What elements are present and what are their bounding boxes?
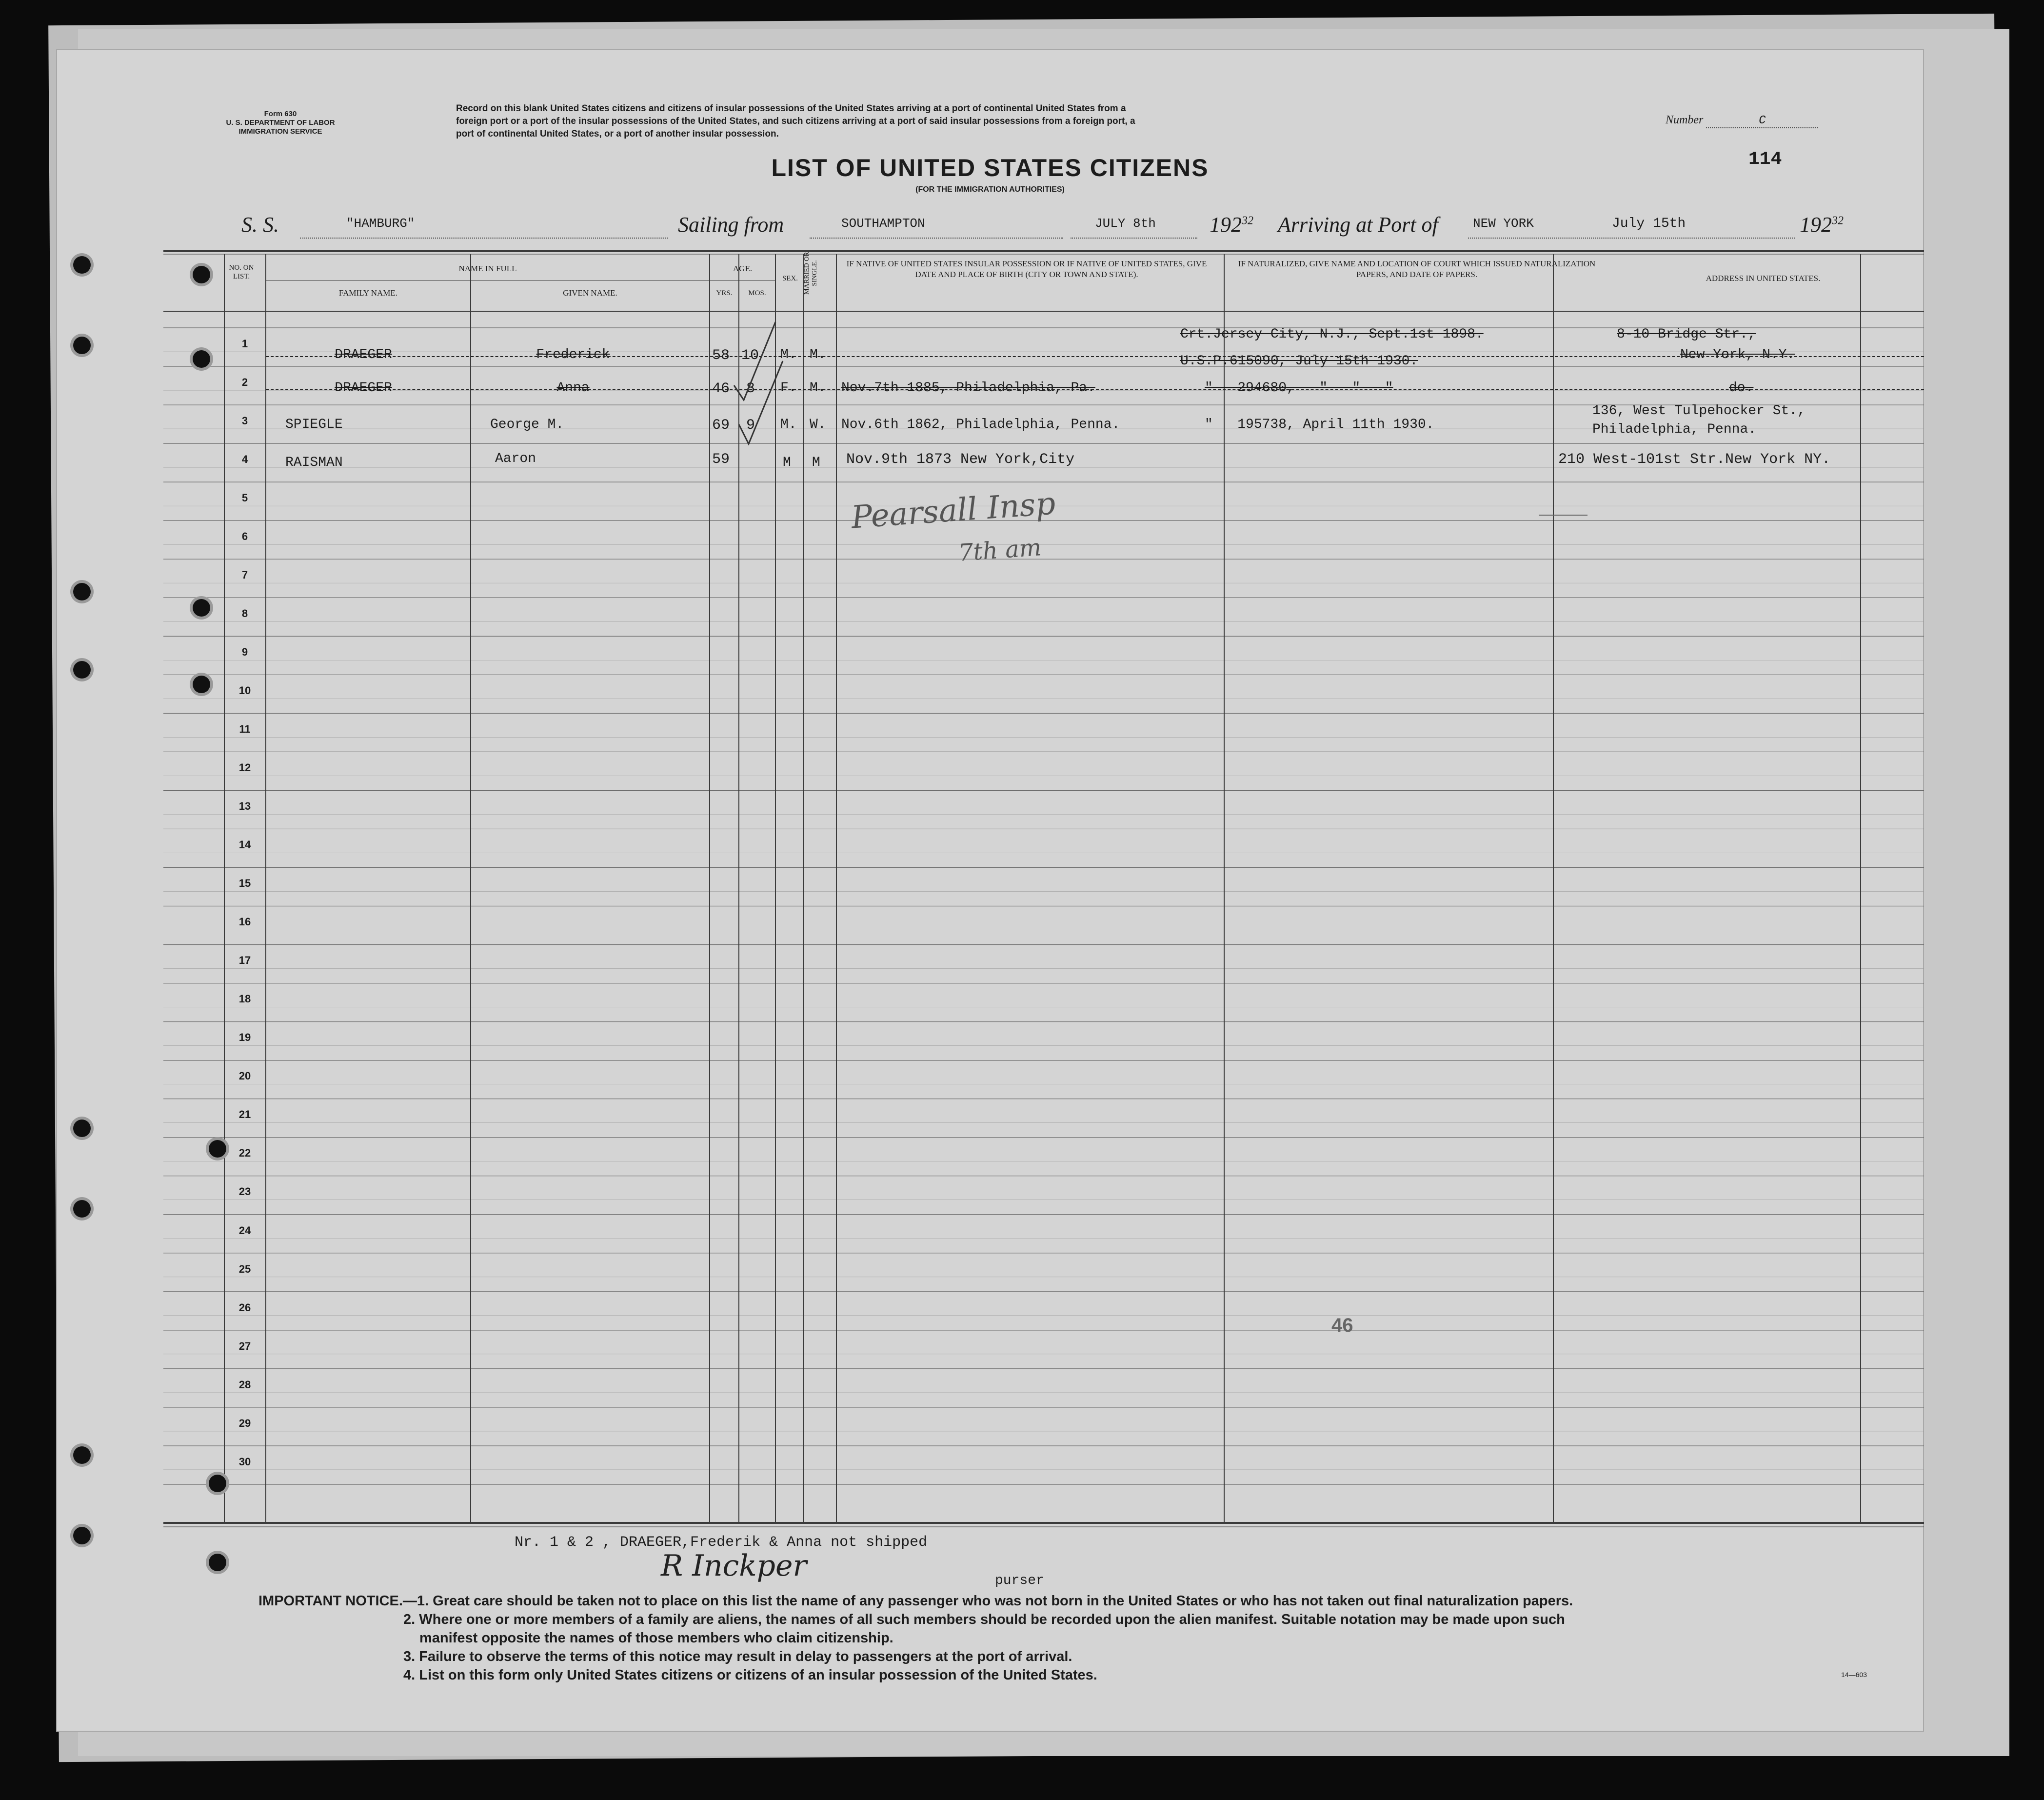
ship-name: "HAMBURG" [346, 216, 415, 231]
row-number: 24 [238, 1224, 251, 1237]
hand-dash [1539, 515, 1588, 516]
row2-yrs: 46 [712, 380, 730, 397]
stamp-number: 46 [1331, 1315, 1353, 1336]
row2-mos: 8 [746, 380, 755, 397]
strike-line-row2 [266, 389, 1924, 390]
binder-hole [193, 266, 210, 283]
form-department: U. S. DEPARTMENT OF LABOR [226, 119, 335, 127]
number-label: Number [1666, 114, 1704, 126]
header-married: MARRIED OR SINGLE. [803, 252, 818, 295]
year-2-suffix: 32 [1832, 214, 1844, 227]
row2-sex: F. [780, 380, 797, 396]
row1-mos: 10 [741, 347, 759, 364]
header-given-name: GIVEN NAME. [563, 288, 617, 298]
check-marks [729, 312, 788, 473]
page-subtitle: (FOR THE IMMIGRATION AUTHORITIES) [915, 185, 1065, 194]
header-age: AGE. [733, 264, 753, 273]
arrival-date: July 15th [1612, 216, 1686, 231]
important-notice [258, 1592, 1965, 1684]
header-name-in-full: NAME IN FULL [458, 264, 517, 273]
year-1-prefix: 192 [1210, 213, 1242, 237]
header-yrs: YRS. [716, 289, 733, 297]
row1-addr: 8-10 Bridge Str., [1617, 327, 1756, 342]
row-number: 2 [241, 376, 248, 388]
year-1-suffix: 32 [1242, 214, 1253, 227]
inspector-handwriting: Pearsall Insp [850, 485, 1057, 536]
row3-given: George M. [490, 417, 564, 432]
purser-label: purser [995, 1573, 1044, 1588]
row2-married: M. [810, 380, 826, 396]
header-address: ADDRESS IN UNITED STATES. [1706, 274, 1821, 283]
row4-sex: M [783, 455, 791, 470]
row-number: 1 [241, 337, 248, 350]
row-number: 13 [238, 800, 251, 813]
row-number: 22 [238, 1147, 251, 1160]
binder-hole [209, 1140, 226, 1158]
row-number: 19 [238, 1031, 251, 1044]
notice-2-cont: manifest opposite the names of those members who claim citizenship. [419, 1630, 893, 1646]
row-number: 17 [238, 954, 251, 967]
binder-hole [73, 1446, 91, 1464]
number-value: C [1706, 114, 1818, 128]
header-naturalized: IF NATURALIZED, GIVE NAME AND LOCATION OF COURT WHICH ISSUED NATURALIZATION PAPERS, AND DATE OF PAPERS. [1238, 259, 1596, 279]
manifest-page [56, 49, 1924, 1732]
row-number: 26 [238, 1301, 251, 1314]
row2-family: DRAEGER [335, 380, 392, 396]
row3-married: W. [810, 417, 826, 432]
intro-line-1: Record on this blank United States citizens and citizens of insular possessions of the United States arriving at a port of continental United States from a [456, 103, 1126, 114]
form-service: IMMIGRATION SERVICE [238, 127, 322, 136]
row3-family: SPIEGLE [285, 417, 343, 432]
row1-nat-cont: U.S.P.615090, July 15th 1930. [1180, 354, 1418, 369]
binder-hole [193, 676, 210, 693]
row4-married: M [812, 455, 820, 470]
binder-hole [73, 1120, 91, 1137]
row-number: 3 [241, 414, 248, 427]
row4-yrs: 59 [712, 451, 730, 468]
binder-hole [209, 1475, 226, 1492]
intro-line-2: foreign port or a port of the insular possessions of the United States, and such citizens arriving at a port of said insular possessions from a foreign port, a [456, 116, 1135, 126]
row1-married: M. [810, 347, 826, 362]
header-sex: SEX. [782, 275, 798, 282]
row2-nat: " 294680, " " " [1205, 380, 1393, 396]
table-grid [56, 49, 1924, 1732]
inspector-handwriting-2: 7th am [957, 534, 1042, 567]
row4-addr: 210 West-101st Str.New York NY. [1558, 451, 1831, 468]
binder-hole [73, 661, 91, 679]
purser-signature: R Inckper [661, 1549, 807, 1583]
not-shipped-note: Nr. 1 & 2 , DRAEGER,Frederik & Anna not shipped [515, 1534, 928, 1551]
check-mark-1 [734, 322, 775, 400]
binder-hole [73, 256, 91, 274]
binder-hole [193, 599, 210, 617]
ss-label: S. S. [241, 213, 279, 237]
header-mos: MOS. [748, 289, 766, 297]
row1-nat: Crt.Jersey City, N.J., Sept.1st 1898. [1180, 327, 1484, 342]
notice-label: IMPORTANT NOTICE.— [258, 1593, 417, 1609]
row4-family: RAISMAN [285, 455, 343, 470]
arrival-port: NEW YORK [1473, 216, 1534, 231]
notice-4: 4. List on this form only United States citizens or citizens of an insular possession of the United States. [403, 1667, 1097, 1683]
row-number: 5 [241, 491, 248, 504]
row3-birth: Nov.6th 1862, Philadelphia, Penna. [841, 417, 1120, 432]
year-2-prefix: 192 [1800, 213, 1832, 237]
row4-given: Aaron [495, 451, 536, 466]
row-number: 9 [241, 646, 248, 659]
notice-line-1 [258, 1592, 1965, 1610]
header-no-on-list: NO. ON LIST. [229, 264, 254, 280]
row3-nat: " 195738, April 11th 1930. [1205, 417, 1434, 432]
row-number: 11 [239, 723, 251, 736]
notice-2: 2. Where one or more members of a family are aliens, the names of all such members should be recorded upon the alien manifest. Suitable notation may be made upon such [403, 1612, 1565, 1627]
row-number: 14 [238, 839, 251, 851]
row3-sex: M. [780, 417, 797, 432]
row-number: 8 [241, 607, 248, 620]
notice-3: 3. Failure to observe the terms of this notice may result in delay to passengers at the port of arrival. [403, 1649, 1072, 1664]
row-number: 28 [238, 1378, 251, 1391]
arriving-label: Arriving at Port of [1278, 213, 1438, 237]
binder-hole [73, 1527, 91, 1544]
row-number: 18 [238, 993, 251, 1005]
page-title: LIST OF UNITED STATES CITIZENS [771, 154, 1209, 181]
form-number: Form 630 [264, 110, 297, 118]
row3-mos: 9 [746, 417, 755, 434]
row-number: 15 [238, 877, 251, 890]
sailing-date: JULY 8th [1095, 216, 1156, 231]
check-mark-2 [739, 361, 783, 444]
row1-addr-cont: New York, N.Y. [1680, 347, 1795, 362]
row-number: 27 [238, 1340, 251, 1352]
header-family-name: FAMILY NAME. [338, 288, 398, 298]
intro-line-3: port of continental United States, or a port of another insular possession. [456, 129, 779, 139]
row1-given: Frederick [536, 347, 610, 362]
row2-addr: do. [1729, 380, 1754, 396]
binder-hole [73, 337, 91, 354]
row1-yrs: 58 [712, 347, 730, 364]
page-number: 114 [1748, 149, 1782, 170]
sailing-label: Sailing from [678, 213, 784, 237]
row3-addr: 136, West Tulpehocker St., [1592, 403, 1806, 419]
row3-yrs: 69 [712, 417, 730, 434]
binder-hole [73, 583, 91, 600]
row1-sex: M. [780, 347, 797, 362]
row-number: 12 [238, 761, 251, 774]
row4-birth: Nov.9th 1873 New York,City [846, 451, 1075, 468]
row-number: 6 [241, 530, 248, 542]
notice-1: 1. Great care should be taken not to place on this list the name of any passenger who was not born in the United States or who has not taken out final naturalization papers. [417, 1593, 1573, 1609]
binder-hole [73, 1200, 91, 1218]
row-number: 16 [238, 916, 251, 928]
row-number: 30 [238, 1455, 251, 1468]
row2-birth: Nov.7th 1885, Philadelphia, Pa. [841, 380, 1095, 396]
row-number: 23 [238, 1185, 251, 1198]
row-number: 7 [241, 568, 248, 581]
row1-family: DRAEGER [335, 347, 392, 362]
strike-line-row1 [266, 356, 1924, 357]
sailing-port: SOUTHAMPTON [841, 216, 925, 231]
row-number: 10 [238, 684, 251, 697]
binder-hole [193, 350, 210, 368]
row-number: 21 [238, 1108, 251, 1121]
binder-hole [209, 1554, 226, 1571]
form-code: 14—603 [1841, 1671, 1867, 1679]
row-number: 20 [238, 1070, 251, 1082]
row2-given: Anna [556, 380, 590, 396]
row-number: 29 [238, 1417, 251, 1429]
header-birth: IF NATIVE OF UNITED STATES INSULAR POSSESSION OR IF NATIVE OF UNITED STATES, GIVE DATE AND PLACE OF BIRTH (CITY OR TOWN AND STATE). [846, 259, 1207, 279]
row-number: 4 [241, 453, 248, 465]
row3-addr-cont: Philadelphia, Penna. [1592, 422, 1757, 437]
row-number: 25 [238, 1262, 251, 1275]
